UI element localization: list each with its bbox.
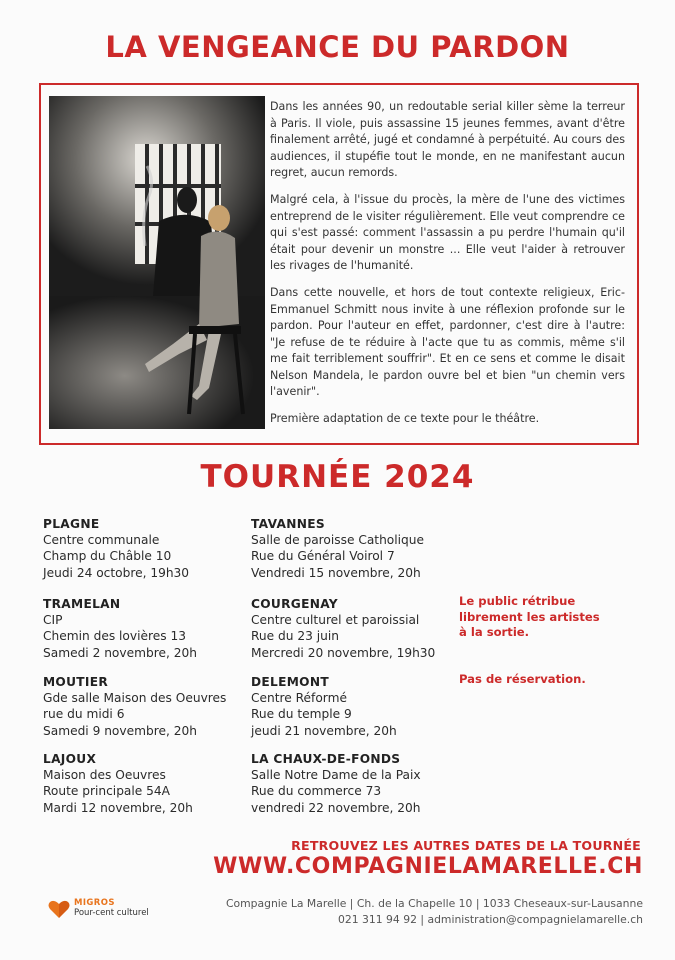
sponsor-subtitle: Pour-cent culturel — [74, 908, 149, 918]
venue-address: Chemin des lovières 13 — [43, 629, 186, 644]
venue-place: Salle Notre Dame de la Paix — [251, 768, 421, 783]
venue-date: Jeudi 24 octobre, 19h30 — [43, 565, 190, 580]
payment-note-line: à la sortie. — [459, 625, 530, 639]
venue-plagne — [43, 516, 189, 581]
venue-name: MOUTIER — [43, 675, 109, 689]
venue-address: Rue du temple 9 — [251, 707, 352, 722]
venue-place: Centre communale — [43, 533, 160, 548]
venue-name: LAJOUX — [43, 752, 97, 766]
synopsis-box — [39, 83, 639, 445]
reservation-note: Pas de réservation. — [459, 672, 586, 686]
payment-note-line: Le public rétribue — [459, 594, 576, 608]
venue-date: vendredi 22 novembre, 20h — [251, 800, 421, 815]
venue-name: PLAGNE — [43, 517, 100, 531]
synopsis-text — [270, 99, 625, 438]
venue-place: Gde salle Maison des Oeuvres — [43, 691, 227, 706]
venue-name: LA CHAUX-DE-FONDS — [251, 752, 401, 766]
venue-courgenay — [251, 596, 435, 661]
venue-name: COURGENAY — [251, 597, 338, 611]
venue-name: DELEMONT — [251, 675, 329, 689]
venue-place: Salle de paroisse Catholique — [251, 533, 424, 548]
venue-la-chaux-de-fonds — [251, 751, 421, 816]
synopsis-paragraph: Dans cette nouvelle, et hors de tout contexte religieux, Eric-Emmanuel Schmitt nous invite à une réflexion profonde sur le pardon. Pour l'auteur en effet, pardonner, c'est dire à l'autre: "Je refuse de te réduire à l'acte que tu as commis, même s'il me fait terriblement souffrir". Et en ce sens et comme le disait Nelson Mandela, le pardon ouvre bel et bien "un chemin vers l'avenir". — [270, 286, 625, 398]
venue-address: Rue du Général Voirol 7 — [251, 549, 395, 564]
venue-delemont — [251, 674, 397, 739]
venue-date: Mercredi 20 novembre, 19h30 — [251, 645, 436, 660]
venue-address: Route principale 54A — [43, 784, 171, 799]
synopsis-paragraph: Malgré cela, à l'issue du procès, la mère de l'une des victimes entreprend de le visiter régulièrement. Elle veut comprendre ce qui s'est passé: comment l'assassin a pu perdre l'humain qu'il était pour devenir un monstre ... Elle veut l'aider à retrouver les rivages de l'humanité. — [270, 193, 625, 272]
venue-place: Centre culturel et paroissial — [251, 613, 420, 628]
venue-address: Rue du commerce 73 — [251, 784, 382, 799]
payment-note — [459, 594, 600, 641]
synopsis-paragraph: Première adaptation de ce texte pour le théâtre. — [270, 412, 540, 425]
venue-date: Samedi 9 novembre, 20h — [43, 723, 197, 738]
venue-date: Vendredi 15 novembre, 20h — [251, 565, 421, 580]
payment-note-line: librement les artistes — [459, 609, 600, 624]
website-link[interactable]: WWW.COMPAGNIELAMARELLE.CH — [213, 854, 643, 879]
sponsor-brand: MIGROS — [74, 898, 115, 908]
venue-address: Rue du 23 juin — [251, 629, 339, 644]
contact-phone-email[interactable]: 021 311 94 92 | administration@compagnielamarelle.ch — [337, 913, 643, 926]
venue-address: rue du midi 6 — [43, 707, 125, 722]
contact-info — [0, 896, 643, 928]
page-title: LA VENGEANCE DU PARDON — [105, 30, 570, 64]
venue-place: Centre Réformé — [251, 691, 347, 706]
venue-date: Mardi 12 novembre, 20h — [43, 800, 193, 815]
venue-address: Champ du Châble 10 — [43, 549, 172, 564]
venue-tramelan — [43, 596, 197, 661]
contact-address: Compagnie La Marelle | Ch. de la Chapelle 10 | 1033 Cheseaux-sur-Lausanne — [225, 897, 643, 910]
venue-name: TRAMELAN — [43, 597, 121, 611]
venue-place: Maison des Oeuvres — [43, 768, 166, 783]
venue-date: jeudi 21 novembre, 20h — [251, 723, 397, 738]
more-dates-heading: RETROUVEZ LES AUTRES DATES DE LA TOURNÉE — [291, 838, 641, 853]
venue-date: Samedi 2 novembre, 20h — [43, 645, 197, 660]
tour-title: TOURNÉE 2024 — [200, 459, 475, 495]
synopsis-paragraph: Dans les années 90, un redoutable serial killer sème la terreur à Paris. Il viole, puis assassine 15 jeunes femmes, avant d'être finalement arrêté, jugé et condamné à perpétuité. Au cours des audiences, il stupéfie tout le monde, en ne manifestant aucun regret, aucun remords. — [270, 100, 625, 179]
venue-moutier — [43, 674, 226, 739]
venue-tavannes — [251, 516, 424, 581]
venue-lajoux — [43, 751, 193, 816]
venue-place: CIP — [43, 613, 63, 628]
stage-photo — [49, 96, 265, 429]
venue-name: TAVANNES — [251, 517, 325, 531]
